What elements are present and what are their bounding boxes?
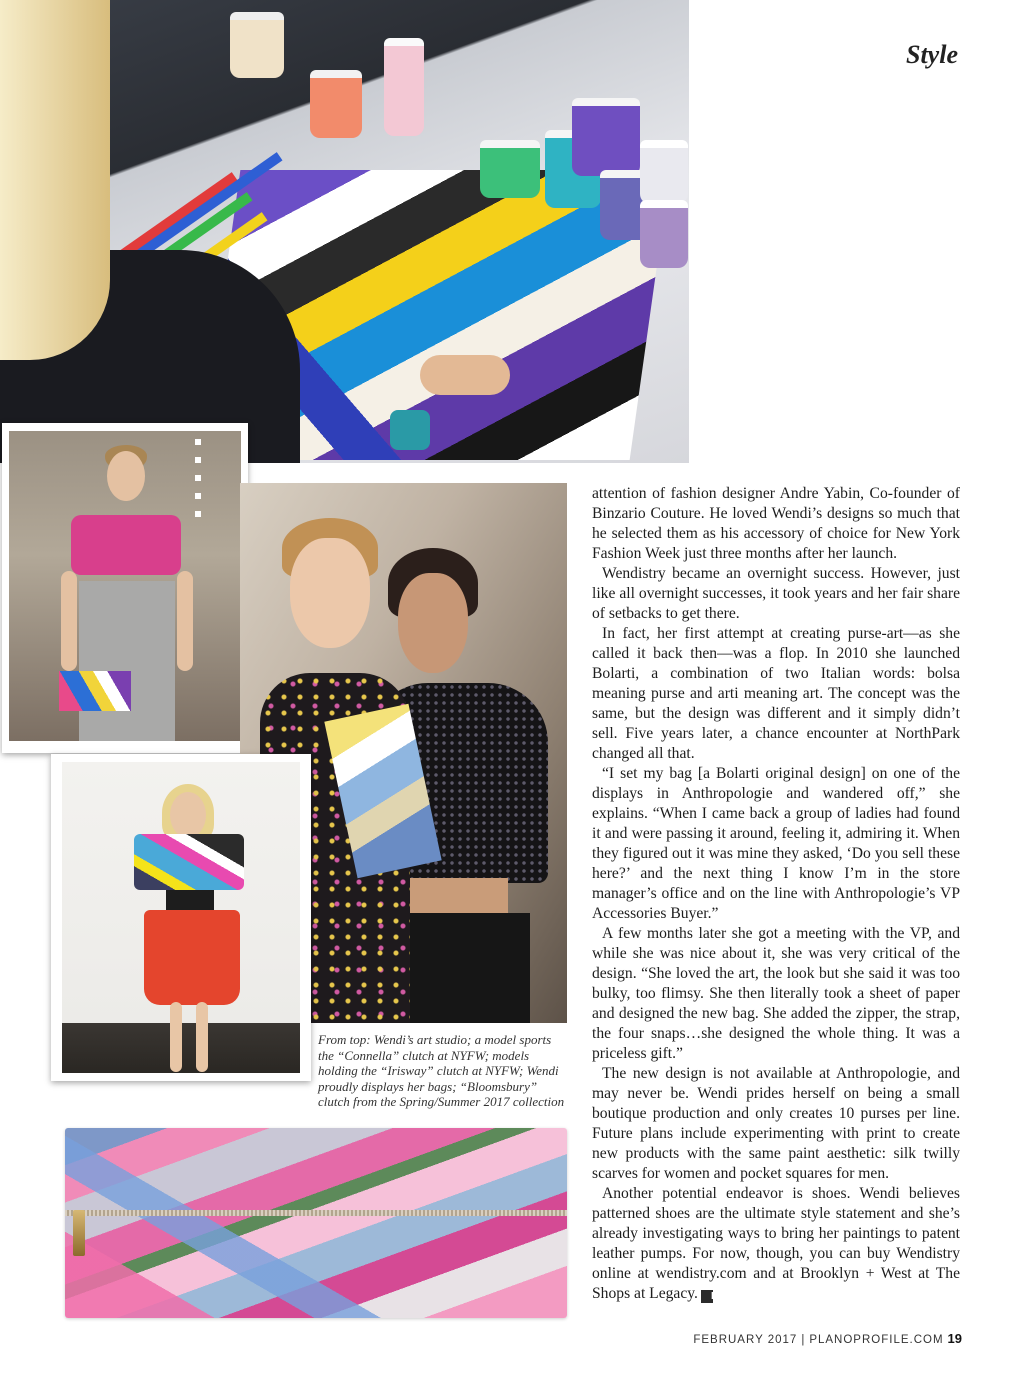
model-arm (177, 571, 193, 671)
wendi-head (170, 792, 206, 838)
paragraph: attention of fashion designer Andre Yabin, Co-founder of Binzario Couture. He loved Wendi’s designs so much that he selected them as his accessory of choice for New York Fashion Week just three months after her launch. (592, 485, 960, 562)
site-name: PLANOPROFILE.COM (809, 1334, 944, 1346)
model-top (71, 515, 181, 575)
issue-date: FEBRUARY 2017 (693, 1334, 798, 1346)
wendi-with-bags-photo (51, 754, 311, 1081)
paint-jar (230, 12, 284, 78)
runway-model-photo (2, 423, 248, 753)
artist-bracelet (390, 410, 430, 450)
paint-jar (572, 98, 640, 176)
paint-jar (310, 70, 362, 138)
wendi-skirt (144, 910, 240, 1005)
model-arm (61, 571, 77, 671)
paragraph-text: Another potential endeavor is shoes. Wendi believes patterned shoes are the ultimate style statement and she’s already investigating ways to bring her paintings to patent leather pumps. For now, though, you can buy Wendistry online at wendistry.com and at Brooklyn + West at The Shops at Legacy. (592, 1185, 960, 1302)
ceiling-lights (195, 439, 201, 529)
paragraph: The new design is not available at Anthropologie, and may never be. Wendi prides herself on being a small boutique production and only creates 10 purses per line. Future plans include experimenting with print to create new products with the same paint aesthetic: silk twilly scarves for women and pocket squares for men. (592, 1065, 960, 1182)
model-head (107, 451, 145, 501)
wendi-leg (196, 1002, 208, 1072)
artist-hair (0, 0, 110, 360)
bloomsbury-clutch-photo (65, 1128, 567, 1318)
paragraph-last (592, 1184, 960, 1304)
footer-separator: | (801, 1334, 806, 1346)
section-label: Style (906, 40, 958, 69)
photo-caption (318, 1032, 568, 1110)
end-mark-icon: P (701, 1290, 713, 1303)
paint-jar (384, 38, 424, 136)
caption-text: From top: Wendi’s art studio; a model sports the “Connella” clutch at NYFW; models holding the “Irisway” clutch at NYFW; Wendi proudly displays her bags; “Bloomsbury” clutch from the Spring/Summer 2017 collection (318, 1032, 565, 1109)
paragraph: In fact, her first attempt at creating purse-art—as she called it back then—was a flop. In 2010 she launched Bolarti, a combination of two Italian words: bolsa meaning purse and arti meaning art. The concept was the same, but the design was different and it simply didn’t sell. Five years later, a chance encounter at NorthPark changed all that. (592, 625, 960, 762)
model-face (398, 573, 468, 673)
model-midriff (398, 878, 508, 918)
paragraph: Wendistry became an overnight success. However, just like all overnight successes, it took years and her fair share of setbacks to get there. (592, 565, 960, 622)
zipper-pull (73, 1210, 85, 1256)
clutch-zipper (65, 1210, 567, 1216)
artist-hand (420, 355, 510, 395)
wendi-leg (170, 1002, 182, 1072)
paint-jar (640, 140, 688, 204)
connella-clutch (59, 671, 131, 711)
paragraph: A few months later she got a meeting with the VP, and while she was nice about it, she was very critical of the design. “She loved the art, the look but she said it was too bulky, too flimsy. She then literally took a sheet of paper and designed the new bag. She added the zipper, the strap, the four snaps…she designed the whole thing. It was a priceless gift.” (592, 925, 960, 1062)
paragraph: “I set my bag [a Bolarti original design] on one of the displays in Anthropologie and wandered off,” she explains. “When I came back a group of ladies had found it and were passing it around, feeling it, admiring it. When they figured out it was mine they asked, ‘Do you sell these here?’ and the next thing I know I’m in the store manager’s office and on the line with Anthropologie’s VP Accessories Buyer.” (592, 765, 960, 922)
page-footer (693, 1331, 962, 1346)
paint-jar (480, 140, 540, 198)
article-body (592, 484, 960, 1304)
art-studio-photo (0, 0, 689, 463)
clutch-fan (134, 834, 244, 890)
model-pants (79, 581, 175, 741)
paint-jar (640, 200, 688, 268)
model-face (290, 538, 370, 648)
page-number: 19 (947, 1331, 962, 1346)
